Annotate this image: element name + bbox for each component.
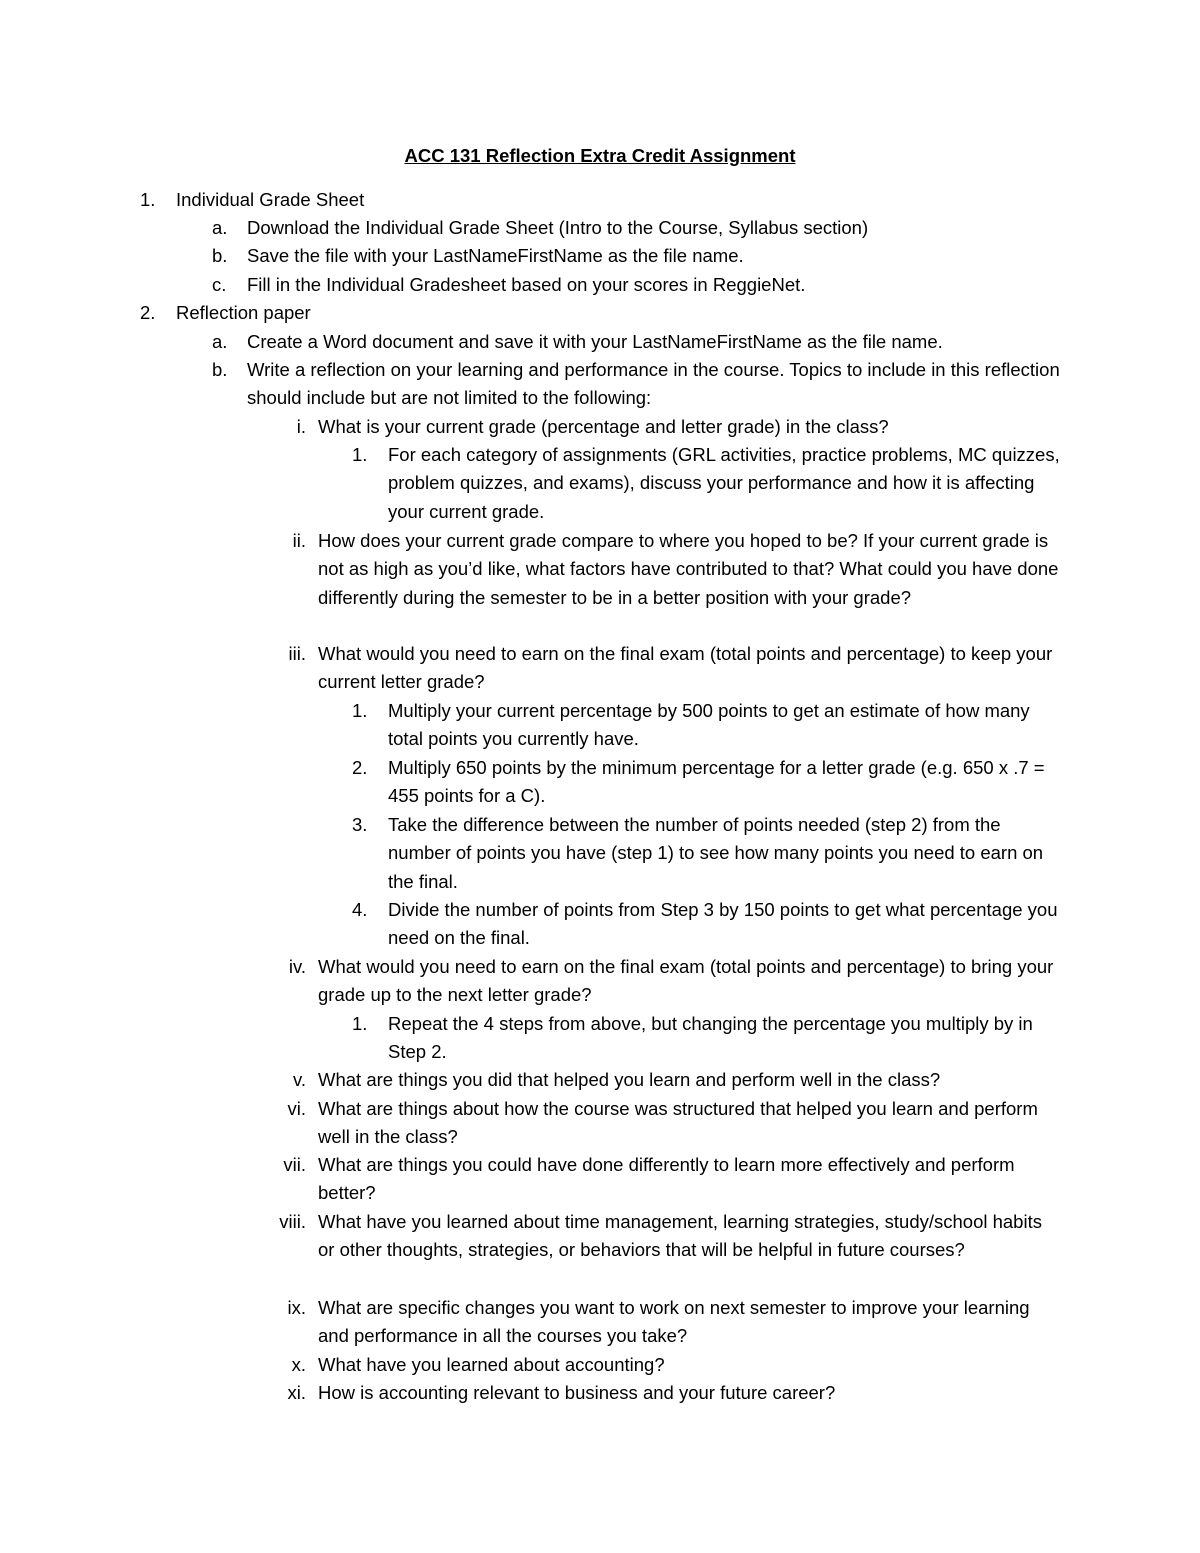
list-item-text: What have you learned about time management, learning strategies, study/school habits or other thoughts, strategies, or behaviors that will be helpful in future courses?: [318, 1211, 1042, 1261]
list-item-text: Reflection paper: [176, 302, 311, 323]
list-marker: 2.: [140, 302, 156, 323]
list-marker: ix.: [287, 1297, 306, 1318]
list-marker: a.: [212, 217, 228, 238]
list-marker: 3.: [352, 814, 368, 835]
list-item-2b-iv-1: [352, 1010, 1062, 1067]
list-item-text: What would you need to earn on the final exam (total points and percentage) to keep your current letter grade?: [318, 643, 1053, 693]
list-item-1: [140, 186, 1080, 214]
list-item-text: What are things about how the course was structured that helped you learn and perform well in the class?: [318, 1098, 1038, 1148]
list-marker: c.: [212, 274, 227, 295]
list-marker: ii.: [292, 530, 306, 551]
list-item-text: What are specific changes you want to work on next semester to improve your learning and performance in all the courses you take?: [318, 1297, 1030, 1347]
list-marker: 4.: [352, 899, 368, 920]
list-item-2b-i: [240, 413, 1060, 441]
list-item-2b-iii-4: [352, 896, 1062, 953]
list-item-2b-iii-1: [352, 697, 1062, 754]
list-item-2b-iii-2: [352, 754, 1062, 811]
list-item-text: How is accounting relevant to business and your future career?: [318, 1382, 836, 1403]
list-item-text: Divide the number of points from Step 3 by 150 points to get what percentage you need on the final.: [388, 899, 1058, 949]
list-marker: a.: [212, 331, 228, 352]
list-item-text: Write a reflection on your learning and performance in the course. Topics to include in this reflection should include but are not limited to the following:: [247, 359, 1060, 409]
list-item-2a: [212, 328, 1072, 356]
list-item-2b-viii: [240, 1208, 1060, 1265]
list-marker: vi.: [287, 1098, 306, 1119]
list-marker: 1.: [352, 444, 368, 465]
list-marker: iv.: [288, 956, 306, 977]
list-item-text: What are things you could have done differently to learn more effectively and perform better?: [318, 1154, 1015, 1204]
list-item-2b-iii: [240, 640, 1060, 697]
list-item-2b-vii: [240, 1151, 1060, 1208]
list-item-text: Download the Individual Grade Sheet (Intro to the Course, Syllabus section): [247, 217, 869, 238]
list-marker: xi.: [287, 1382, 306, 1403]
list-item-text: Fill in the Individual Gradesheet based on your scores in ReggieNet.: [247, 274, 806, 295]
list-item-text: Repeat the 4 steps from above, but changing the percentage you multiply by in Step 2.: [388, 1013, 1033, 1063]
list-marker: b.: [212, 245, 228, 266]
list-item-1b: [212, 242, 1072, 270]
list-item-text: What would you need to earn on the final exam (total points and percentage) to bring your grade up to the next letter grade?: [318, 956, 1054, 1006]
list-marker: 1.: [352, 1013, 368, 1034]
list-item-2b-i-1: [352, 441, 1062, 526]
list-item-text: What are things you did that helped you learn and perform well in the class?: [318, 1069, 941, 1090]
list-marker: b.: [212, 359, 228, 380]
list-item-2: [140, 299, 1080, 327]
list-item-text: Save the file with your LastNameFirstName as the file name.: [247, 245, 744, 266]
list-marker: 2.: [352, 757, 368, 778]
list-item-2b-ix: [240, 1294, 1060, 1351]
list-item-text: Create a Word document and save it with your LastNameFirstName as the file name.: [247, 331, 943, 352]
list-item-1a: [212, 214, 1072, 242]
list-item-2b-xi: [240, 1379, 1060, 1407]
list-item-2b-v: [240, 1066, 1060, 1094]
list-item-2b-iii-3: [352, 811, 1062, 896]
list-item-2b-vi: [240, 1095, 1060, 1152]
list-marker: x.: [291, 1354, 306, 1375]
list-marker: i.: [296, 416, 306, 437]
list-item-2b-x: [240, 1351, 1060, 1379]
list-marker: v.: [292, 1069, 306, 1090]
list-item-2b-iv: [240, 953, 1060, 1010]
list-marker: vii.: [283, 1154, 306, 1175]
list-marker: viii.: [279, 1211, 306, 1232]
list-item-text: Take the difference between the number of points needed (step 2) from the number of points you have (step 1) to see how many points you need to earn on the final.: [388, 814, 1044, 892]
list-marker: iii.: [288, 643, 306, 664]
list-item-2b-ii: [240, 527, 1060, 612]
list-marker: 1.: [140, 189, 156, 210]
list-item-text: Multiply 650 points by the minimum percentage for a letter grade (e.g. 650 x .7 = 455 points for a C).: [388, 757, 1045, 807]
list-item-text: For each category of assignments (GRL activities, practice problems, MC quizzes, problem quizzes, and exams), discuss your performance and how it is affecting your current grade.: [388, 444, 1060, 522]
list-item-text: Individual Grade Sheet: [176, 189, 365, 210]
list-item-text: What is your current grade (percentage and letter grade) in the class?: [318, 416, 889, 437]
list-item-2b: [212, 356, 1072, 413]
list-item-text: How does your current grade compare to where you hoped to be? If your current grade is not as high as you’d like, what factors have contributed to that? What could you have done differently during the semester to be in a better position with your grade?: [318, 530, 1059, 608]
list-item-text: Multiply your current percentage by 500 points to get an estimate of how many total points you currently have.: [388, 700, 1030, 750]
list-item-1c: [212, 271, 1072, 299]
list-item-text: What have you learned about accounting?: [318, 1354, 665, 1375]
page-title: ACC 131 Reflection Extra Credit Assignment: [404, 145, 796, 166]
list-marker: 1.: [352, 700, 368, 721]
